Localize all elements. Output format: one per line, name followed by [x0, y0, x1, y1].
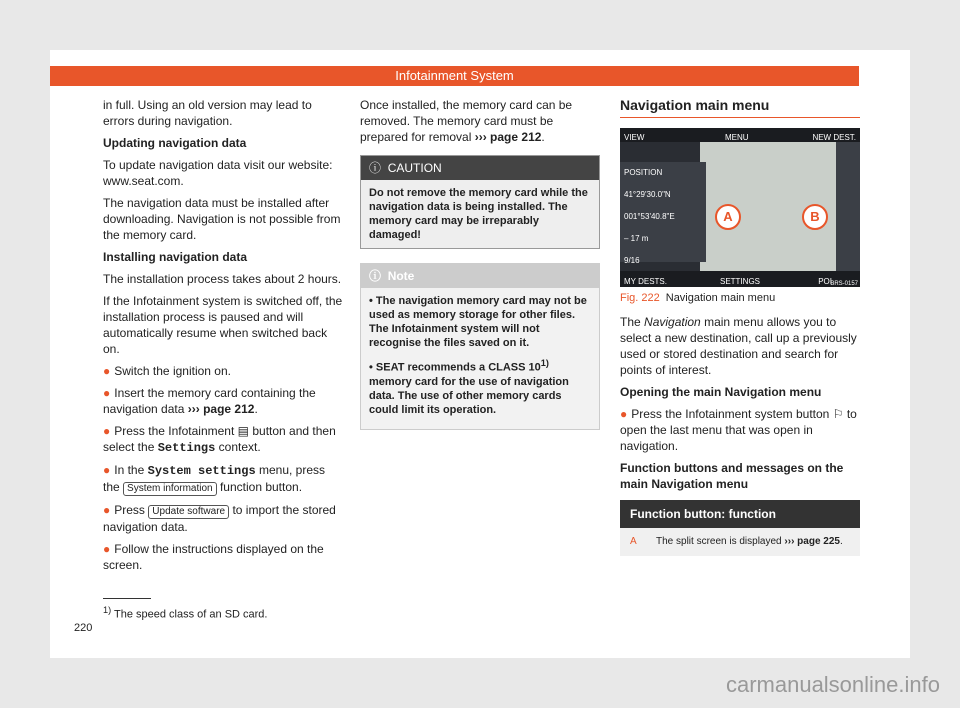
- update-software-button[interactable]: Update software: [148, 505, 229, 519]
- footnote: $^{1)}$ The speed class of an SD card.: [103, 605, 268, 621]
- bullet-icon: •: [369, 361, 373, 374]
- warning-icon: ⓘ: [369, 161, 382, 175]
- list-item: ● Switch the ignition on.: [103, 364, 231, 378]
- page-link[interactable]: ››› page 225: [784, 536, 840, 547]
- navigation-screen-figure: [620, 128, 860, 287]
- bullet-icon: ●: [103, 463, 111, 477]
- table-row: A The split screen is displayed ››› page 225.: [620, 528, 860, 556]
- paragraph: The navigation data must be installed after downloading. Navigation is not possible from the memory card.: [103, 196, 341, 242]
- heading-updating: Updating navigation data: [103, 136, 247, 150]
- bullet-icon: ●: [620, 407, 628, 421]
- note-item: • SEAT recommends a CLASS 10$^{1)}$ memory card for the use of navigation data. The use of other memory cards could limit its operation.: [369, 358, 569, 416]
- caution-header: ⓘ CAUTION: [361, 156, 599, 180]
- paragraph: The Navigation main menu allows you to select a new destination, call up a previously used or stored destination and search for points of interest.: [620, 315, 857, 377]
- bullet-icon: ●: [103, 386, 111, 400]
- paragraph: If the Infotainment system is switched off, the installation process is paused and will automatically resume when switched back on.: [103, 294, 343, 356]
- list-item: ● Press the Infotainment system button ⚐ to open the last menu that was open in navigation.: [620, 407, 857, 453]
- screen-bottom-bar: MY DESTS. SETTINGS POI BRS-0157: [620, 271, 860, 287]
- heading-installing: Installing navigation data: [103, 250, 248, 264]
- figure-caption: Fig. 222 Navigation main menu: [620, 292, 776, 304]
- section-title: Navigation main menu: [620, 97, 860, 118]
- paragraph: Once installed, the memory card can be removed. The memory card must be prepared for removal ››› page 212.: [360, 98, 573, 144]
- flag-icon: ⚐: [832, 407, 844, 421]
- heading-function-buttons: Function buttons and messages on the main Navigation menu: [620, 461, 844, 491]
- system-information-button[interactable]: System information: [123, 482, 217, 496]
- callout-b: B: [802, 204, 828, 230]
- info-icon: ⓘ: [369, 269, 382, 283]
- caution-text: Do not remove the memory card while the navigation data is being installed. The memory card may be irreparably damaged!: [361, 180, 599, 248]
- page-link[interactable]: ››› page 212: [474, 130, 542, 144]
- map-side-controls: [836, 142, 860, 271]
- list-item: ● In the System settings menu, press the System information function button.: [103, 463, 326, 494]
- paragraph: in full. Using an old version may lead to errors during navigation.: [103, 98, 312, 128]
- footnote-divider: [103, 598, 151, 599]
- note-item: • The navigation memory card may not be used as memory storage for other files. The Infotainment system will not recognise the files saved on it.: [369, 295, 587, 349]
- bullet-icon: ●: [103, 424, 111, 438]
- bullet-icon: •: [369, 295, 373, 307]
- table-header: Function button: function: [620, 500, 860, 528]
- page-link[interactable]: ››› page 212: [187, 402, 255, 416]
- caution-box: [360, 155, 600, 249]
- function-table: [620, 500, 860, 556]
- callout-a: A: [715, 204, 741, 230]
- screen-top-bar: VIEW MENU NEW DEST.: [620, 128, 860, 142]
- paragraph: To update navigation data visit our website: www.seat.com.: [103, 158, 333, 188]
- list-item: ● Follow the instructions displayed on the screen.: [103, 542, 324, 572]
- column-1: [103, 97, 343, 579]
- note-header: ⓘ Note: [361, 264, 599, 288]
- page-number: 220: [74, 622, 93, 634]
- heading-opening: Opening the main Navigation menu: [620, 385, 822, 399]
- watermark: carmanualsonline.info: [725, 672, 940, 697]
- menu-icon: ▤: [237, 424, 250, 438]
- column-3: [620, 97, 860, 556]
- page-header: Infotainment System: [50, 66, 859, 86]
- list-item: ● Insert the memory card containing the navigation data ››› page 212.: [103, 386, 316, 416]
- paragraph: The installation process takes about 2 hours.: [103, 272, 342, 286]
- column-2: [360, 97, 600, 430]
- bullet-icon: ●: [103, 364, 111, 378]
- list-item: ● Press Update software to import the stored navigation data.: [103, 503, 336, 534]
- bullet-icon: ●: [103, 503, 111, 517]
- position-panel: POSITION 41°29'30.0"N 001°53'40.8"E – 17 m 9/16: [620, 162, 706, 262]
- bullet-icon: ●: [103, 542, 111, 556]
- list-item: ● Press the Infotainment ▤ button and then select the Settings context.: [103, 424, 336, 455]
- note-box: [360, 263, 600, 430]
